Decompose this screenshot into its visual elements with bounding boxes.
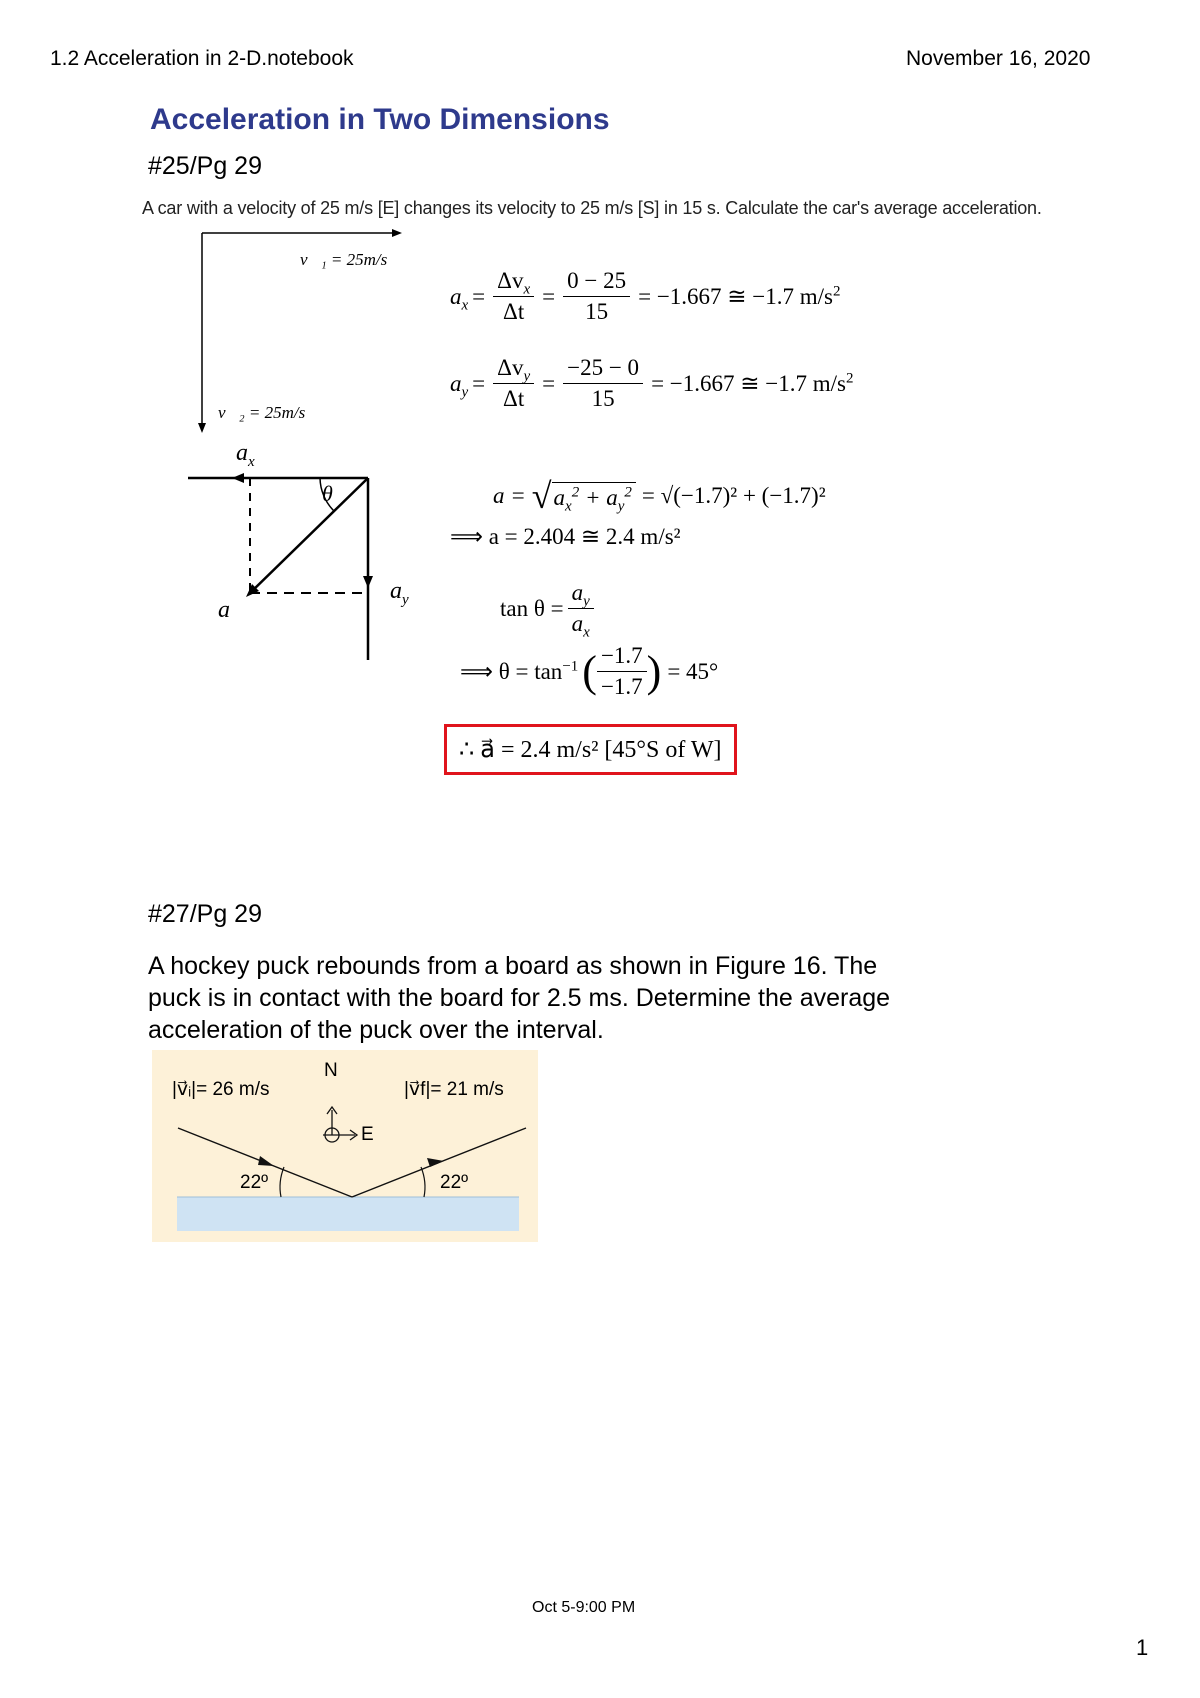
v1-label: v⃗₁ = 25m/s — [300, 250, 388, 269]
board — [177, 1197, 519, 1231]
eq-mag-rhs: = √(−1.7)² + (−1.7)² — [641, 483, 826, 508]
problem1-statement: A car with a velocity of 25 m/s [E] changes its velocity to 25 m/s [S] in 15 s. Calculate the car's average acceleration. — [142, 198, 1042, 218]
answer-text: ∴ a⃗ = 2.4 m/s² [45°S of W] — [459, 737, 722, 763]
notebook-title: 1.2 Acceleration in 2-D.notebook — [50, 47, 354, 70]
eq-ay-frac2: $\frac{-25 - 0}{15}$ — [563, 355, 643, 412]
eq-ay-frac1: $\frac{\Delta v_y}{\Delta t}$ — [493, 355, 534, 412]
eq-ay-lhs: $a_y$ — [450, 370, 469, 401]
angle-right-label: 22º — [440, 1172, 469, 1193]
v1-arrowhead — [392, 229, 402, 237]
problem2-statement-line: A hockey puck rebounds from a board as shown in Figure 16. The — [148, 952, 878, 980]
eq-theta-frac: $\frac{-1.7}{-1.7}$ — [597, 643, 647, 700]
eq-tan-frac: $\frac{a_y}{a_x}$ — [568, 580, 594, 637]
sqrt-radicand: $a_x^2 + a_y^2$ — [552, 482, 636, 511]
answer-box — [444, 724, 737, 775]
page-title: Acceleration in Two Dimensions — [150, 103, 610, 136]
problem2-number: #27/Pg 29 — [148, 900, 262, 928]
compass-north-label: N — [324, 1060, 338, 1081]
eq-ax-frac1: $\frac{\Delta v_x}{\Delta t}$ — [493, 268, 534, 325]
eq-ay-result: = −1.667 ≅ −1.7 $m/s^2$ — [651, 369, 854, 396]
eq-ax-lhs: $a_x$ — [450, 283, 469, 314]
ay-arrowhead — [363, 576, 373, 588]
right-paren: ) — [646, 646, 662, 696]
page-number: 1 — [1136, 1635, 1149, 1660]
angle-arc-right — [421, 1167, 425, 1197]
initial-velocity-label: |v⃗ᵢ|= 26 m/s — [172, 1079, 270, 1100]
v2-arrowhead — [198, 423, 206, 433]
equation-ay — [450, 355, 853, 412]
a-vector-line — [250, 478, 368, 593]
equation-tan — [500, 580, 598, 641]
sqrt-symbol: √ — [531, 476, 552, 516]
equation-magnitude-result: ⟹ a = 2.404 ≅ 2.4 m/s² — [450, 524, 681, 549]
ay-label: $a_y$ — [390, 578, 409, 608]
eq-ax-equals2: = — [542, 283, 556, 309]
equation-ax — [450, 268, 841, 325]
problem2-statement-line: acceleration of the puck over the interval. — [148, 1016, 604, 1044]
eq-ax-result: = −1.667 ≅ −1.7 $m/s^2$ — [638, 282, 841, 309]
a-vector-label: a⃗ — [218, 597, 249, 623]
theta-label: θ — [322, 481, 333, 506]
eq-ay-equals2: = — [542, 370, 556, 396]
eq-ay-equals: = — [472, 370, 486, 396]
ax-arrowhead — [232, 473, 244, 483]
equation-magnitude — [493, 478, 826, 514]
final-velocity-label: |v⃗f|= 21 m/s — [404, 1079, 504, 1100]
problem1-number: #25/Pg 29 — [148, 152, 262, 180]
incoming-arrowhead — [258, 1156, 274, 1166]
problem2-statement — [148, 950, 890, 1046]
eq-ax-frac2: $\frac{0 - 25}{15}$ — [563, 268, 630, 325]
hockey-figure — [152, 1050, 538, 1242]
angle-arc-left — [280, 1167, 284, 1197]
eq-tan-lhs: tan θ = — [500, 595, 564, 621]
left-paren: ( — [582, 646, 597, 696]
eq-theta-lhs: ⟹ $\theta = \tan^{-1}$ — [460, 657, 579, 684]
compass-east-label: E — [361, 1124, 374, 1145]
eq-ax-equals: = — [472, 283, 486, 309]
problem2-statement-line: puck is in contact with the board for 2.5 ms. Determine the average — [148, 984, 891, 1012]
acceleration-diagram — [180, 460, 420, 670]
v2-label: v⃗₂ = 25m/s — [218, 403, 306, 422]
eq-theta-rhs: = 45° — [667, 658, 719, 684]
eq-mag-lhs: a = — [493, 483, 526, 508]
angle-left-label: 22º — [240, 1172, 269, 1193]
equation-theta — [460, 643, 718, 700]
ax-label: $a_x$ — [236, 440, 255, 470]
footer-timestamp: Oct 5-9:00 PM — [532, 1599, 636, 1616]
page-date: November 16, 2020 — [906, 47, 1091, 70]
